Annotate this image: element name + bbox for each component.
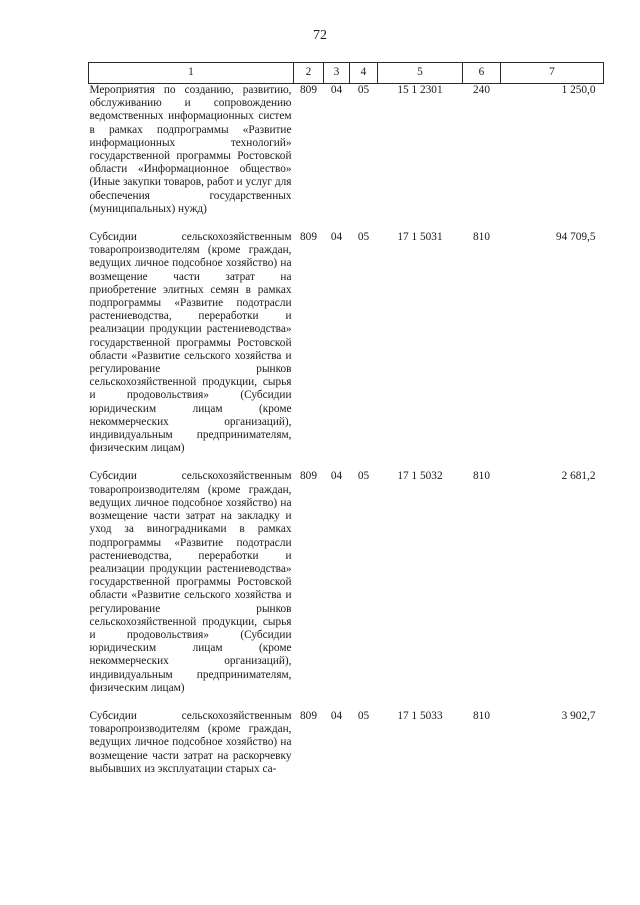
header-row <box>89 63 604 84</box>
row-description: Мероприятия по созданию, развитию, обслуживанию и сопровождению ведомственных информационных систем в рамках подпрограммы «Развитие информационных технологий» государственной программы Ростовской области «Информационное общество» (Иные закупки товаров, работ и услуг для обеспечения государственных (муниципальных) нужд) <box>89 84 292 215</box>
row-description: Субсидии сельскохозяйственным товаропроизводителям (кроме граждан, ведущих личное подсобное хозяйство) на возмещение части затрат на приобретение элитных семян в рамках подпрограммы «Развитие подотрасли растениеводства, переработки и реализации продукции растениеводства» государственной программы Ростовской области «Развитие сельского хозяйства и регулирование рынков сельскохозяйственной продукции, сырья и продовольствия» (Субсидии юридическим лицам (кроме некоммерческих организаций), индивидуальным предпринимателям, физическим лицам) <box>89 231 292 455</box>
column-header-4: 4 <box>350 63 378 84</box>
row-section-code: 04 <box>330 84 343 96</box>
budget-table <box>88 62 604 776</box>
row-ministry-code: 809 <box>300 709 317 722</box>
row-target-code: 17 1 5033 <box>397 709 443 722</box>
row-amount: 3 902,7 <box>561 709 596 722</box>
row-description: Субсидии сельскохозяйственным товаропроизводителям (кроме граждан, ведущих личное подсобное хозяйство) на возмещение части затрат на закладку и уход за виноградниками в рамках подпрограммы «Развитие подотрасли растениеводства, переработки и реализации продукции растениеводства» государственной программы Ростовской области «Развитие сельского хозяйства и регулирование рынков сельскохозяйственной продукции, сырья и продовольствия» (Субсидии юридическим лицам (кроме некоммерческих организаций), индивидуальным предпринимателям, физическим лицам) <box>89 470 292 694</box>
column-header-1: 1 <box>89 63 294 84</box>
row-target-code: 17 1 5031 <box>397 231 443 244</box>
column-header-2: 2 <box>294 63 324 84</box>
row-section-code: 04 <box>330 231 343 244</box>
row-amount: 2 681,2 <box>561 470 596 483</box>
row-subsection-code: 05 <box>357 470 370 483</box>
row-expense-type-code: 810 <box>473 709 490 722</box>
row-description: Субсидии сельскохозяйственным товаропроизводителям (кроме граждан, ведущих личное подсобное хозяйство) на возмещение части затрат на раскорчевку выбывших из эксплуатации старых са- <box>89 709 292 775</box>
row-target-code: 17 1 5032 <box>397 470 443 483</box>
column-header-7: 7 <box>501 63 604 84</box>
table-body <box>89 84 604 776</box>
column-header-5: 5 <box>378 63 463 84</box>
row-subsection-code: 05 <box>357 84 370 96</box>
row-ministry-code: 809 <box>300 84 317 96</box>
row-ministry-code: 809 <box>300 231 317 244</box>
row-expense-type-code: 810 <box>473 231 490 244</box>
row-target-code: 15 1 2301 <box>397 84 443 96</box>
row-section-code: 04 <box>330 470 343 483</box>
row-ministry-code: 809 <box>300 470 317 483</box>
row-expense-type-code: 810 <box>473 470 490 483</box>
table-row <box>89 710 604 776</box>
row-subsection-code: 05 <box>357 709 370 722</box>
column-header-6: 6 <box>463 63 501 84</box>
row-subsection-code: 05 <box>357 231 370 244</box>
table-header <box>89 63 604 84</box>
column-header-3: 3 <box>324 63 350 84</box>
page-number: 72 <box>313 28 327 43</box>
row-amount: 94 709,5 <box>555 231 596 244</box>
table-row <box>89 231 604 470</box>
table-row <box>89 470 604 709</box>
table-row <box>89 84 604 232</box>
row-expense-type-code: 240 <box>473 84 490 96</box>
row-section-code: 04 <box>330 709 343 722</box>
row-amount: 1 250,0 <box>561 84 596 96</box>
